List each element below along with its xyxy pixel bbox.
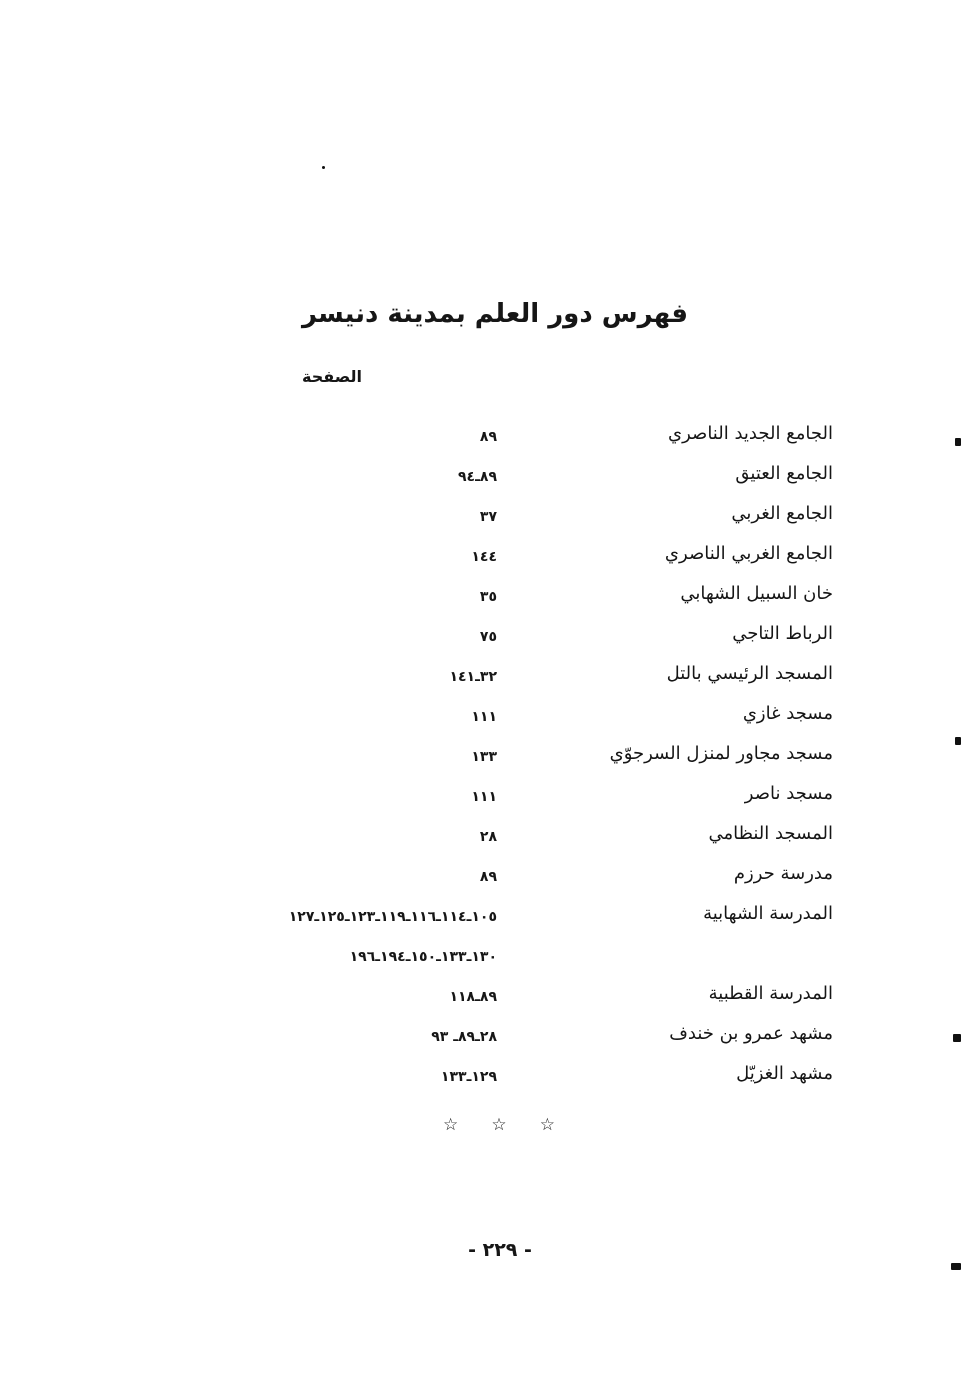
index-entry — [230, 974, 833, 1014]
entry-page-numbers: ١١١ — [471, 709, 497, 725]
entry-page-numbers: ٣٥ — [479, 589, 497, 605]
entry-name: مشهد الغزيّل — [736, 1063, 833, 1084]
star-ornament-icon: ☆ — [443, 1115, 459, 1135]
index-entry — [230, 574, 833, 614]
entry-name: مسجد مجاور لمنزل السرجوّي — [609, 743, 833, 764]
index-entry — [230, 734, 833, 774]
entry-page-numbers: ٢٨ـ٨٩ـ ٩٣ — [431, 1029, 497, 1045]
entry-pages — [230, 974, 497, 1014]
entry-page-numbers: ٨٩ـ٩٤ — [458, 469, 497, 485]
entry-pages — [230, 694, 497, 734]
index-entry — [230, 494, 833, 534]
index-list — [230, 414, 833, 1094]
entry-name: الجامع الغربي الناصري — [664, 543, 833, 564]
scan-edge-mark — [953, 1034, 961, 1042]
entry-pages — [230, 1014, 497, 1054]
index-entry — [230, 614, 833, 654]
entry-pages — [230, 574, 497, 614]
entry-page-numbers: ١٤٤ — [471, 549, 497, 565]
entry-page-numbers: ١١١ — [471, 789, 497, 805]
entry-name: الرباط التاجي — [732, 623, 833, 644]
entry-page-numbers: ٨٩ـ١١٨ — [449, 989, 497, 1005]
entry-name: مشهد عمرو بن خندف — [669, 1023, 833, 1044]
entry-pages — [230, 774, 497, 814]
section-end-ornament — [443, 1112, 555, 1138]
entry-name: المسجد النظامي — [708, 823, 833, 844]
page-number: - ٢٢٩ - — [468, 1239, 532, 1261]
entry-pages — [230, 614, 497, 654]
index-entry — [230, 814, 833, 854]
entry-name: الجامع الجديد الناصري — [668, 423, 833, 444]
entry-name: المدرسة الشهابية — [703, 903, 833, 924]
star-ornament-icon: ☆ — [491, 1115, 507, 1135]
entry-pages — [230, 814, 497, 854]
entry-pages — [230, 894, 497, 974]
entry-name: الجامع العتيق — [735, 463, 833, 484]
page-column-header: الصفحة — [301, 367, 362, 386]
scan-speck — [322, 166, 325, 169]
entry-pages — [230, 414, 497, 454]
scan-edge-mark — [955, 737, 961, 745]
entry-page-numbers: ٧٥ — [479, 629, 497, 645]
index-entry — [230, 534, 833, 574]
scan-edge-mark — [951, 1263, 961, 1270]
entry-page-numbers: ٨٩ — [479, 429, 497, 445]
entry-pages — [230, 854, 497, 894]
index-entry — [230, 894, 833, 974]
entry-name: مسجد غازي — [742, 703, 833, 724]
entry-page-numbers: ٢٨ — [479, 829, 497, 845]
entry-name: الجامع الغربي — [731, 503, 833, 524]
entry-name: المسجد الرئيسي بالتل — [666, 663, 833, 684]
entry-name: المدرسة القطبية — [708, 983, 833, 1004]
entry-pages — [230, 1054, 497, 1094]
entry-page-numbers: ١٣٣ — [471, 749, 497, 765]
entry-pages — [230, 534, 497, 574]
entry-page-numbers: ١٣٠ـ١٣٣ـ١٥٠ـ١٩٤ـ١٩٦ — [349, 949, 497, 965]
entry-pages — [230, 654, 497, 694]
index-entry — [230, 414, 833, 454]
entry-name: مسجد ناصر — [744, 783, 833, 804]
entry-page-numbers: ٨٩ — [479, 869, 497, 885]
index-entry — [230, 454, 833, 494]
index-entry — [230, 1014, 833, 1054]
entry-page-numbers: ١٠٥ـ١١٤ـ١١٦ـ١١٩ـ١٢٣ـ١٢٥ـ١٢٧ — [288, 909, 497, 925]
entry-name: مدرسة حرزم — [733, 863, 833, 884]
entry-name: خان السبيل الشهابي — [680, 583, 833, 604]
index-entry — [230, 1054, 833, 1094]
index-entry — [230, 694, 833, 734]
index-entry — [230, 774, 833, 814]
entry-page-numbers: ٣٧ — [479, 509, 497, 525]
entry-pages — [230, 494, 497, 534]
star-ornament-icon: ☆ — [539, 1115, 555, 1135]
page-title: فهرس دور العلم بمدينة دنيسر — [302, 299, 688, 329]
entry-page-numbers: ٣٢ـ١٤١ — [449, 669, 497, 685]
entry-page-numbers: ١٢٩ـ١٣٣ — [440, 1069, 497, 1085]
index-entry — [230, 654, 833, 694]
index-entry — [230, 854, 833, 894]
scan-edge-mark — [955, 438, 961, 446]
entry-pages — [230, 734, 497, 774]
entry-pages — [230, 454, 497, 494]
